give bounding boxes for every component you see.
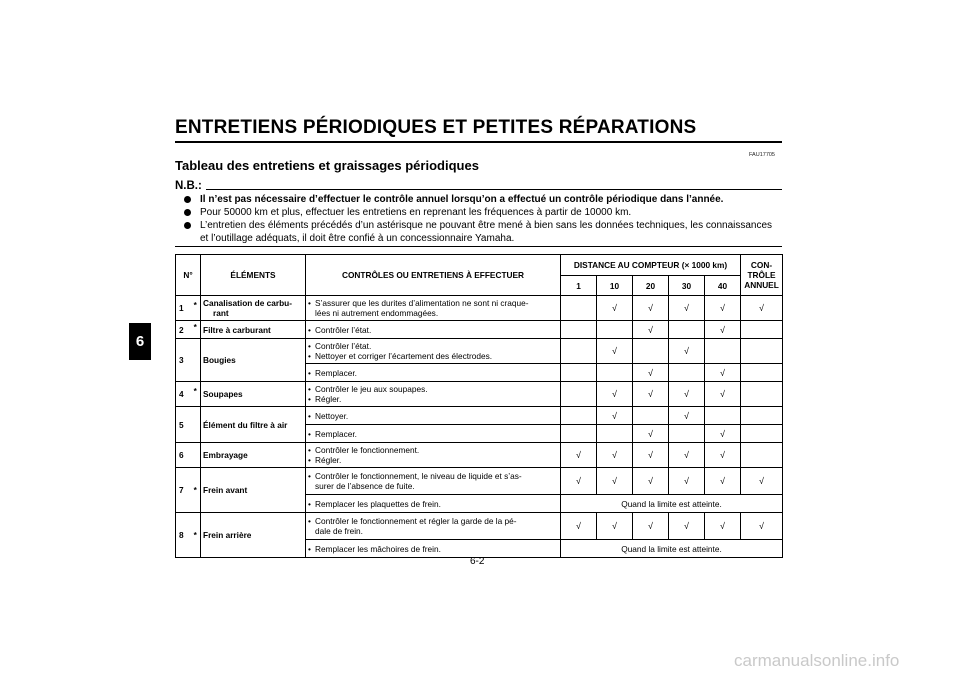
check-cell: √ <box>705 425 741 443</box>
chapter-tab[interactable]: 6 <box>129 323 151 360</box>
header-distance: DISTANCE AU COMPTEUR (× 1000 km) <box>561 255 741 276</box>
check-cell: √ <box>597 296 633 321</box>
check-cell: √ <box>597 382 633 407</box>
check-cell: √ <box>633 382 669 407</box>
nb-rule <box>206 189 782 190</box>
table-row <box>176 513 783 540</box>
control-text: • Contrôler le fonctionnement et régler la garde de la pé- <box>315 516 558 526</box>
control-cell <box>306 382 561 407</box>
control-cell <box>306 321 561 339</box>
row-number: 3 <box>176 339 191 382</box>
check-cell <box>597 321 633 339</box>
check-cell <box>741 425 783 443</box>
limit-note: Quand la limite est atteinte. <box>561 540 783 558</box>
row-number: 1 <box>176 296 191 321</box>
item-name: Frein avant <box>201 468 306 513</box>
row-number: 7 <box>176 468 191 513</box>
page-title: ENTRETIENS PÉRIODIQUES ET PETITES RÉPARATIONS <box>175 117 697 138</box>
check-cell <box>741 407 783 425</box>
item-name: Frein arrière <box>201 513 306 558</box>
check-cell: √ <box>705 364 741 382</box>
check-cell <box>669 321 705 339</box>
control-cell <box>306 540 561 558</box>
header-km: 1 <box>561 276 597 296</box>
check-cell: √ <box>597 407 633 425</box>
check-cell: √ <box>633 364 669 382</box>
nb-label: N.B.: <box>175 180 202 192</box>
check-cell: √ <box>561 468 597 495</box>
control-cell <box>306 364 561 382</box>
table-row <box>176 321 783 339</box>
control-cell <box>306 443 561 468</box>
check-cell: √ <box>669 296 705 321</box>
limit-note: Quand la limite est atteinte. <box>561 495 783 513</box>
check-cell: √ <box>597 468 633 495</box>
maintenance-table <box>175 254 783 558</box>
control-text: • Contrôler l’état. <box>315 325 558 335</box>
check-cell <box>705 339 741 364</box>
check-cell: √ <box>705 382 741 407</box>
item-name: Filtre à carburant <box>201 321 306 339</box>
header-annual <box>741 255 783 296</box>
check-cell <box>561 321 597 339</box>
table-header-row <box>176 255 783 276</box>
asterisk-mark: * <box>191 468 201 513</box>
header-km: 20 <box>633 276 669 296</box>
check-cell: √ <box>705 321 741 339</box>
header-items: ÉLÉMENTS <box>201 255 306 296</box>
check-cell <box>741 339 783 364</box>
item-name <box>201 296 306 321</box>
check-cell: √ <box>597 339 633 364</box>
check-cell: √ <box>633 425 669 443</box>
check-cell: √ <box>741 513 783 540</box>
control-text: • Contrôler le jeu aux soupapes. <box>315 384 558 394</box>
check-cell: √ <box>633 321 669 339</box>
row-number: 8 <box>176 513 191 558</box>
asterisk-mark: * <box>191 296 201 321</box>
check-cell <box>741 382 783 407</box>
note-item <box>175 206 782 219</box>
check-cell: √ <box>669 513 705 540</box>
control-text: • Contrôler l’état. <box>315 341 558 351</box>
asterisk-mark <box>191 339 201 382</box>
item-name: Embrayage <box>201 443 306 468</box>
check-cell: √ <box>705 296 741 321</box>
asterisk-mark: * <box>191 513 201 558</box>
item-line: Canalisation de carbu- <box>203 298 292 308</box>
row-number: 2 <box>176 321 191 339</box>
title-rule <box>175 141 782 143</box>
control-cell <box>306 425 561 443</box>
note-text: Pour 50000 km et plus, effectuer les entretiens en reprenant les fréquences à partir de 10000 km. <box>200 207 632 218</box>
control-text-cont: dale de frein. <box>315 526 363 536</box>
table-row <box>176 296 783 321</box>
control-text: • Nettoyer et corriger l’écartement des électrodes. <box>315 351 558 361</box>
check-cell: √ <box>597 443 633 468</box>
header-annual-line: TRÔLE <box>747 270 776 280</box>
note-item <box>175 193 782 206</box>
header-controls: CONTRÔLES OU ENTRETIENS À EFFECTUER <box>306 255 561 296</box>
check-cell: √ <box>741 296 783 321</box>
check-cell: √ <box>633 513 669 540</box>
check-cell: √ <box>561 513 597 540</box>
header-km: 40 <box>705 276 741 296</box>
check-cell <box>741 443 783 468</box>
check-cell: √ <box>597 513 633 540</box>
check-cell <box>561 382 597 407</box>
check-cell <box>561 425 597 443</box>
control-cell <box>306 339 561 364</box>
control-text: • Remplacer. <box>315 429 558 439</box>
control-text-cont: lées ni autrement endommagées. <box>315 308 439 318</box>
note-text: Il n’est pas nécessaire d’effectuer le contrôle annuel lorsqu’on a effectué un contrôle périodique dans l’année. <box>200 194 724 205</box>
check-cell <box>561 339 597 364</box>
check-cell: √ <box>669 407 705 425</box>
check-cell <box>597 364 633 382</box>
control-text-cont: surer de l’absence de fuite. <box>315 481 415 491</box>
item-name: Soupapes <box>201 382 306 407</box>
control-text: • Contrôler le fonctionnement, le niveau de liquide et s’as- <box>315 471 558 481</box>
check-cell: √ <box>705 443 741 468</box>
watermark: carmanualsonline.info <box>734 651 900 670</box>
item-line: rant <box>213 308 229 318</box>
control-text: • Régler. <box>315 394 558 404</box>
check-cell <box>741 321 783 339</box>
notes-rule <box>175 246 782 247</box>
bullet-icon <box>184 222 191 229</box>
check-cell <box>669 364 705 382</box>
control-text: • Contrôler le fonctionnement. <box>315 445 558 455</box>
check-cell: √ <box>633 296 669 321</box>
table-row <box>176 339 783 364</box>
control-text: • Remplacer. <box>315 368 558 378</box>
check-cell: √ <box>741 468 783 495</box>
check-cell: √ <box>669 339 705 364</box>
reference-code: FAU17705 <box>749 152 775 158</box>
check-cell: √ <box>561 443 597 468</box>
notes-list <box>175 193 782 245</box>
check-cell <box>561 364 597 382</box>
note-text: L’entretien des éléments précédés d’un astérisque ne pouvant être mené à bien sans les données techniques, les connaissances et l’outillage adéquats, il doit être confié à un concessionnaire Yamaha. <box>200 220 773 244</box>
row-number: 6 <box>176 443 191 468</box>
check-cell <box>741 364 783 382</box>
asterisk-mark <box>191 443 201 468</box>
asterisk-mark: * <box>191 321 201 339</box>
table-row <box>176 407 783 425</box>
page-number: 6-2 <box>470 556 485 567</box>
check-cell: √ <box>633 443 669 468</box>
control-text: • Nettoyer. <box>315 411 558 421</box>
check-cell <box>633 407 669 425</box>
control-text: • Remplacer les mâchoires de frein. <box>315 544 558 554</box>
header-annual-line: CON- <box>750 260 773 270</box>
control-cell <box>306 468 561 495</box>
check-cell <box>705 407 741 425</box>
check-cell: √ <box>669 468 705 495</box>
check-cell <box>669 425 705 443</box>
header-annual-line: ANNUEL <box>744 280 779 290</box>
table-row <box>176 443 783 468</box>
control-cell <box>306 296 561 321</box>
check-cell: √ <box>669 443 705 468</box>
control-cell <box>306 407 561 425</box>
check-cell: √ <box>705 513 741 540</box>
control-text: • S’assurer que les durites d’alimentation ne sont ni craque- <box>315 298 558 308</box>
check-cell: √ <box>705 468 741 495</box>
row-number: 4 <box>176 382 191 407</box>
control-text: • Régler. <box>315 455 558 465</box>
control-cell <box>306 513 561 540</box>
header-km: 10 <box>597 276 633 296</box>
check-cell <box>561 296 597 321</box>
asterisk-mark: * <box>191 382 201 407</box>
check-cell: √ <box>633 468 669 495</box>
item-name: Bougies <box>201 339 306 382</box>
bullet-icon <box>184 209 191 216</box>
row-number: 5 <box>176 407 191 443</box>
check-cell <box>633 339 669 364</box>
header-km: 30 <box>669 276 705 296</box>
check-cell <box>597 425 633 443</box>
check-cell <box>561 407 597 425</box>
item-name: Élément du filtre à air <box>201 407 306 443</box>
table-row <box>176 468 783 495</box>
note-item <box>175 219 782 245</box>
control-text: • Remplacer les plaquettes de frein. <box>315 499 558 509</box>
asterisk-mark <box>191 407 201 443</box>
check-cell: √ <box>669 382 705 407</box>
section-subtitle: Tableau des entretiens et graissages périodiques <box>175 158 479 173</box>
control-cell <box>306 495 561 513</box>
bullet-icon <box>184 196 191 203</box>
table-row <box>176 382 783 407</box>
header-no: N° <box>176 255 201 296</box>
